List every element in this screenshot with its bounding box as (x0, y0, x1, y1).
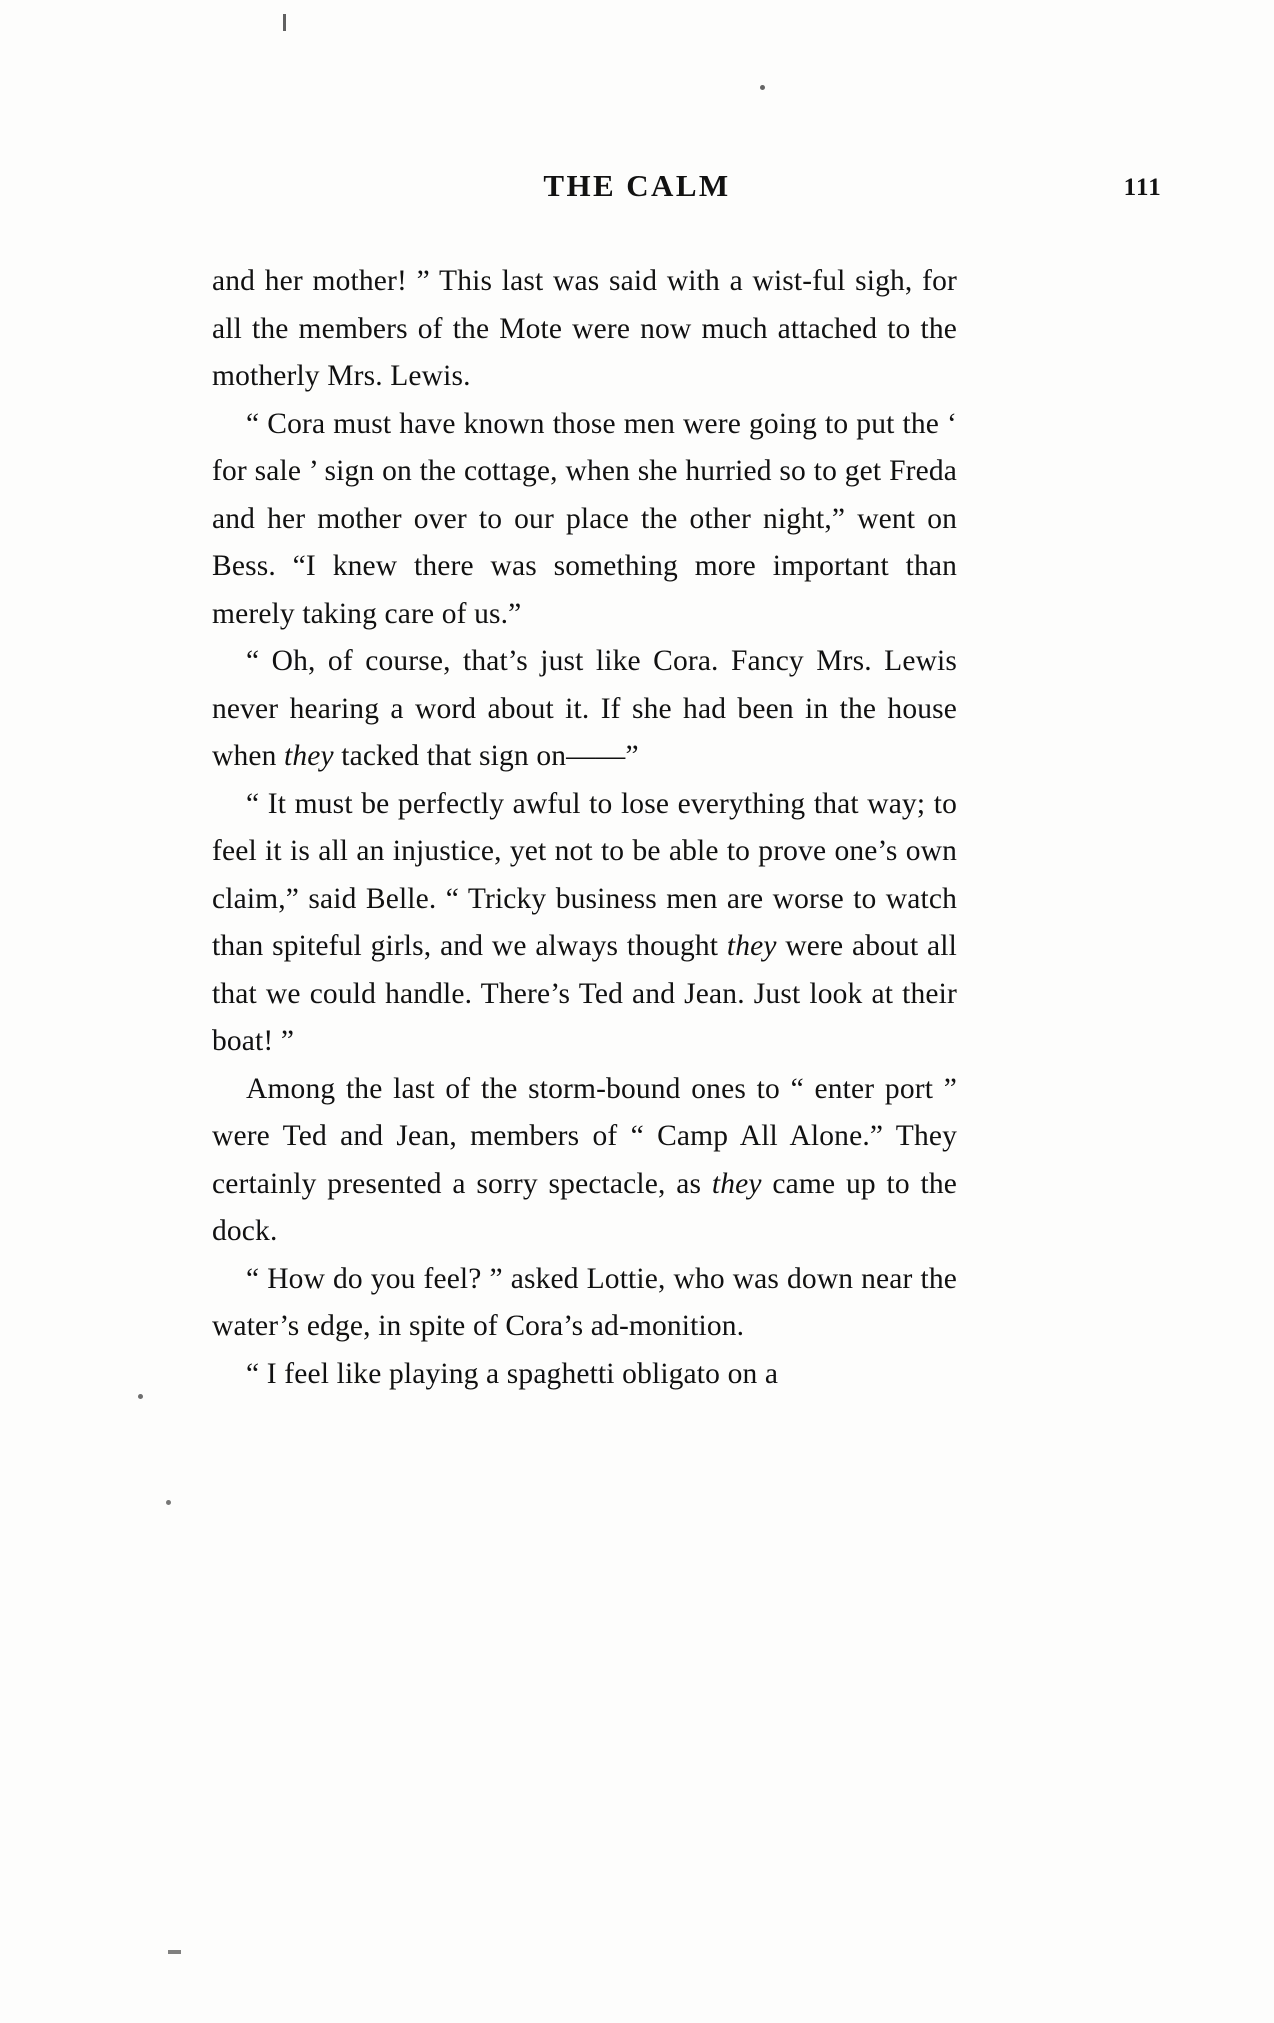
paragraph: “ I feel like playing a spaghetti obligato on a (246, 1357, 779, 1390)
page-number: 111 (1123, 174, 1162, 201)
page-speck-upper-right (760, 85, 765, 90)
paragraph: “ How do you feel? ” asked Lottie, who was down near the water’s edge, in spite of Cora’s ad-monition. (212, 1262, 957, 1342)
page-speck-left (138, 1394, 143, 1399)
page-edge-mark-top (283, 14, 286, 31)
paragraph: and her mother! ” This last was said with a wist-ful sigh, for all the members of the Mote were now much attached to the motherly Mrs. Lewis. (212, 265, 957, 392)
page-speck-bottom (168, 1950, 181, 1954)
paragraph: “ Cora must have known those men were going to put the ‘ for sale ’ sign on the cottage, when she hurried so to get Freda and her mother over to our place the other night,” went on Bess. “I knew there was something more important than merely taking care of us.” (212, 407, 957, 630)
page-speck-lower-left (166, 1500, 171, 1505)
page-header (212, 168, 1162, 212)
emphasized-word: they (711, 1167, 762, 1200)
running-head-title: THE CALM (543, 168, 731, 203)
paragraph: “ Oh, of course, that’s just like Cora. Fancy Mrs. Lewis never hearing a word about it. If she had been in the house when they tacked that sign on——” (212, 645, 957, 772)
paragraph: Among the last of the storm-bound ones to “ enter port ” were Ted and Jean, members of “ Camp All Alone.” They certainly presented a sorry spectacle, as they came up to the dock. (212, 1072, 957, 1247)
page-body (212, 258, 957, 1398)
emphasized-word: they (726, 930, 777, 962)
emphasized-word: they (284, 740, 334, 772)
paragraph: “ It must be perfectly awful to lose everything that way; to feel it is all an injustice, yet not to be able to prove one’s own claim,” said Belle. “ Tricky business men are worse to watch than spiteful girls, and we always thought they were about all that we could handle. There’s Ted and Jean. Just look at their boat! ” (212, 787, 957, 1057)
